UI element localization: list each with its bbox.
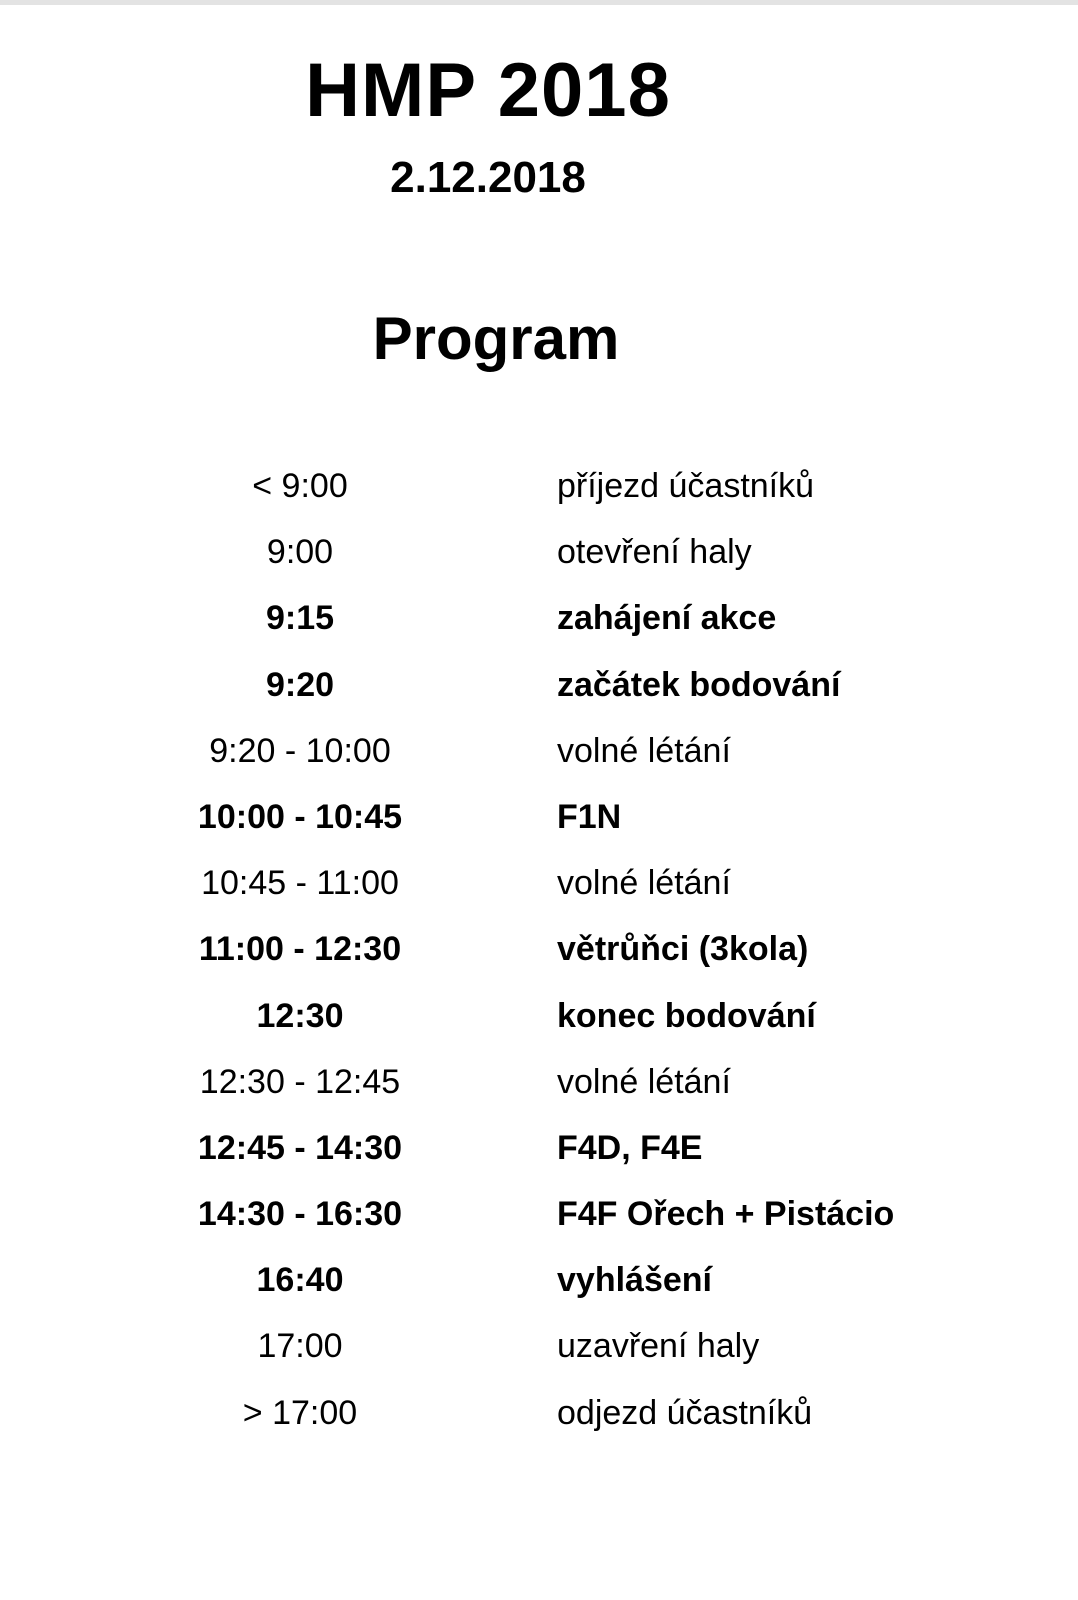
schedule-event: uzavření haly	[557, 1327, 760, 1366]
schedule-event: F4D, F4E	[557, 1128, 703, 1167]
schedule-event: otevření haly	[557, 533, 752, 572]
schedule-time: 9:20	[265, 665, 335, 704]
program-heading: Program	[372, 305, 620, 372]
schedule-time: 9:15	[265, 599, 335, 638]
schedule-event: konec bodování	[557, 996, 816, 1035]
top-divider	[0, 0, 1078, 5]
schedule-event: zahájení akce	[557, 599, 777, 638]
schedule-row	[0, 1381, 1078, 1447]
schedule-time: 12:30	[256, 996, 344, 1035]
schedule-event: vyhlášení	[557, 1261, 712, 1300]
schedule-event: volné létání	[557, 731, 731, 770]
schedule-event: volné létání	[557, 1062, 731, 1101]
schedule-row	[0, 1182, 1078, 1248]
schedule-row	[0, 1248, 1078, 1314]
schedule-time: 12:30 - 12:45	[199, 1062, 401, 1101]
schedule-row	[0, 1314, 1078, 1380]
schedule-event: F4F Ořech + Pistácio	[557, 1195, 895, 1234]
schedule-time: 9:00	[266, 533, 334, 572]
schedule-row	[0, 586, 1078, 652]
schedule-row	[0, 984, 1078, 1050]
schedule-event: F1N	[557, 797, 622, 836]
schedule-row	[0, 653, 1078, 719]
schedule-event: odjezd účastníků	[557, 1393, 813, 1432]
schedule-row	[0, 454, 1078, 520]
schedule-event: začátek bodování	[557, 665, 841, 704]
schedule-event: volné létání	[557, 864, 731, 903]
schedule-event: příjezd účastníků	[557, 467, 815, 505]
schedule-time: 10:45 - 11:00	[201, 864, 399, 903]
schedule-row	[0, 719, 1078, 785]
schedule-row	[0, 785, 1078, 851]
schedule-time: 12:45 - 14:30	[197, 1128, 403, 1167]
schedule-row	[0, 917, 1078, 983]
schedule-time: 11:00 - 12:30	[198, 930, 402, 969]
schedule-time: 14:30 - 16:30	[197, 1195, 403, 1234]
schedule-time: < 9:00	[252, 467, 348, 505]
document-title: HMP 2018	[305, 48, 671, 133]
schedule-table	[0, 454, 1078, 1447]
schedule-event: větrůňci (3kola)	[557, 930, 809, 969]
schedule-row	[0, 1116, 1078, 1182]
schedule-time: 9:20 - 10:00	[209, 731, 391, 770]
schedule-row	[0, 851, 1078, 917]
schedule-row	[0, 520, 1078, 586]
schedule-time: > 17:00	[242, 1393, 358, 1432]
schedule-time: 17:00	[257, 1327, 343, 1366]
document-date: 2.12.2018	[390, 153, 586, 202]
schedule-row	[0, 1050, 1078, 1116]
schedule-time: 10:00 - 10:45	[197, 797, 403, 836]
schedule-time: 16:40	[256, 1261, 344, 1300]
